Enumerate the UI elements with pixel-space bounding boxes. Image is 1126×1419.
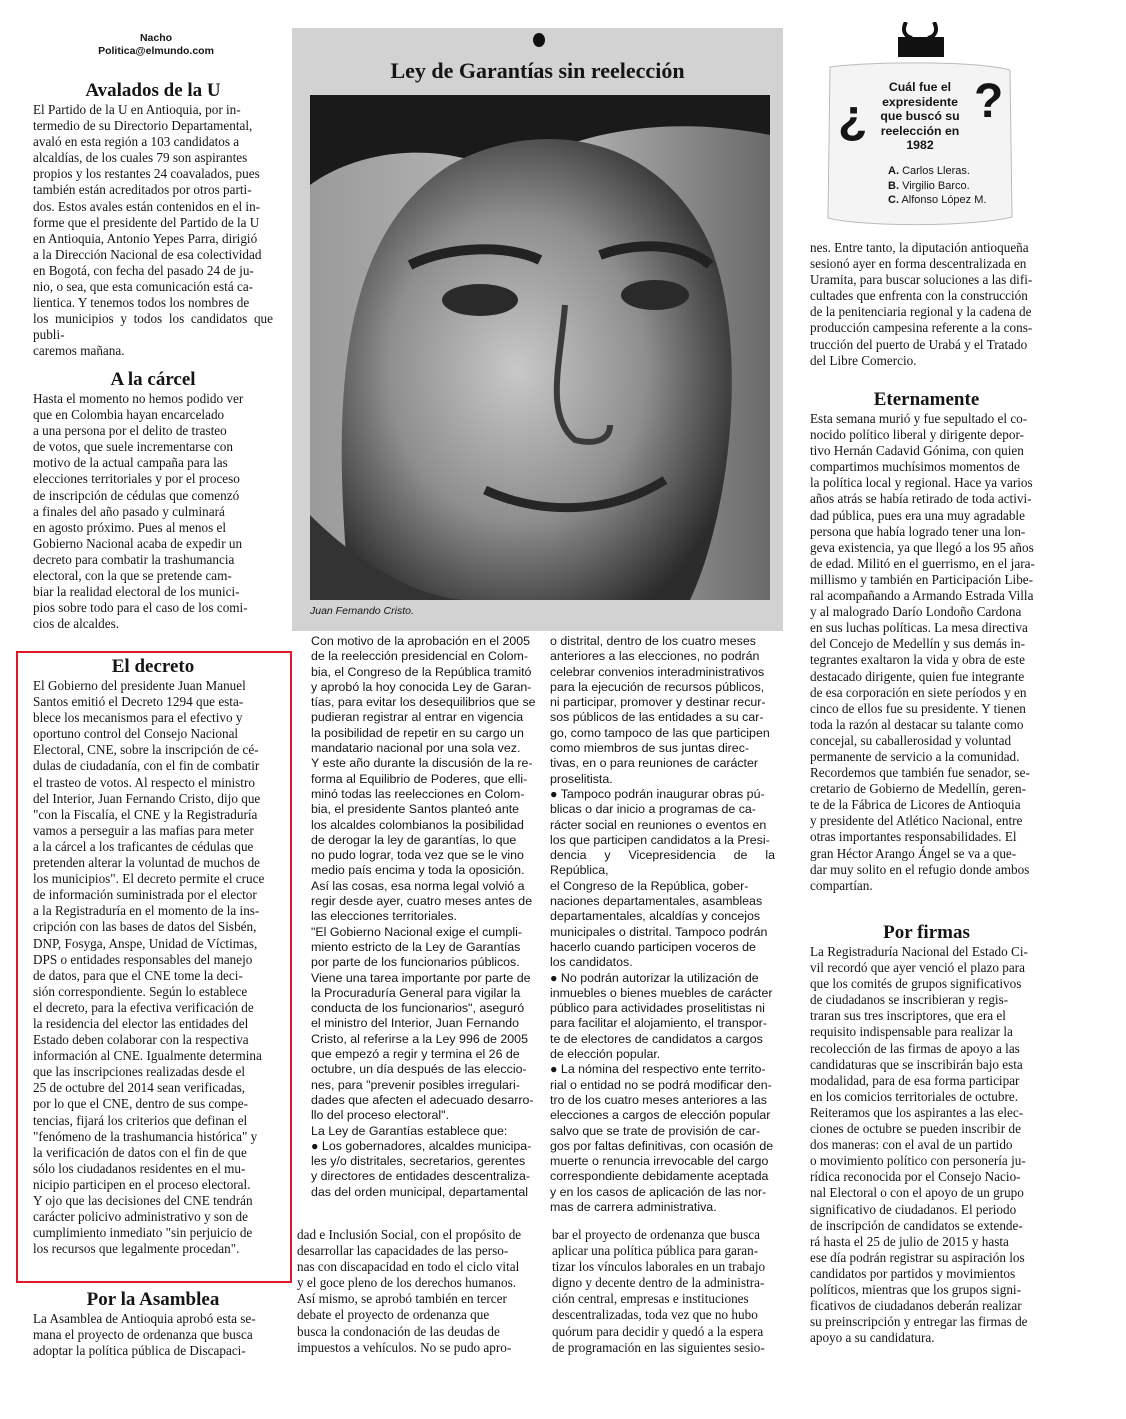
heading-decreto: El decreto <box>111 656 195 677</box>
bottom-column-1 <box>297 1227 537 1356</box>
article-firmas: La Registraduría Nacional del Estado Ci- vil recordó que ayer venció el plazo para que los comités de grupos significativos de ciudadanos se inscribieran y regis- traran sus tres inscriptores, que era el requisito indispensable para realizar la recolección de las firmas de apoyo a las candidaturas que se inscribirán bajo esta modalidad, para de esa forma participar en los comicios territoriales de octubre. Reiteramos que los aspirantes a las elec- ciones de octubre se pueden inscribir de dos maneras: con el aval de un partido o movimiento político con personería ju- rídica reconocida por el Consejo Nacio- nal Electoral o con el apoyo de un grupo significativo de ciudadanos. El periodo de inscripción de candidatos se extende- rá hasta el 25 de julio de 2015 y hasta ese día podrán registrar su aspiración los candidatos por partidos y movimientos políticos, mientras que los grupos signi- ficativos de ciudadanos deberán realizar su preinscripción y entregar las firmas de apoyo a su candidatura. <box>810 944 1028 1346</box>
question-mark-right-icon: ? <box>974 75 1004 128</box>
byline-name: Nacho <box>139 32 173 44</box>
heading-avalados: Avalados de la U <box>85 80 221 101</box>
article-avalados: El Partido de la U en Antioquia, por in- termedio de su Directorio Departamental, avaló en esta región a 103 candidatos a alcaldías, de los cuales 79 son aspirantes propios y los restantes 24 coavalados, pues también están acreditados por otros parti- dos. Estos avales están contenidos en el in- forme que el presidente del Partido de la U en Antioquia, Antonio Yepes Parra, dirigió a la Dirección Nacional de esa colectividad en Bogotá, con fecha del pasado 24 de ju- nio, o sea, que esta comunicación está ca- lientica. Y tenemos todos los nombres de los municipios y todos los candidatos que publi- caremos mañana. <box>33 102 273 359</box>
bottom-text-1: dad e Inclusión Social, con el propósito de desarrollar las capacidades de las perso- nas con discapacidad en todo el ciclo vital y el goce pleno de los derechos humanos. Así mismo, se aprobó también en tercer debate el proyecto de ordenanza que busca la condonación de las deudas de impuestos a vehículos. No se pudo apro- <box>297 1227 522 1355</box>
portrait-photo <box>310 95 770 600</box>
quiz-options <box>888 164 986 208</box>
right-column-eternamente <box>810 389 1043 894</box>
quiz-option: C. Alfonso López M. <box>888 194 987 206</box>
bottom-text-2: bar el proyecto de ordenanza que busca aplicar una política pública para garan- tizar los vínculos laborales en un trabajo digno y decente dentro de la administra- ción central, empresas e instituciones descentralizadas, toda vez que no hubo quórum para decidir y quedó a la espera de programación en las siguientes sesio- <box>552 1227 766 1355</box>
left-column-asamblea <box>33 1289 273 1359</box>
article-eternamente: Esta semana murió y fue sepultado el co- nocido político liberal y dirigente depor- tivo Hernán Cadavid Gónima, con quien compartimos muchísimos momentos de la política local y regional. Hace ya varios años atrás se había retirado de toda activi- dad pública, pues era una muy agradable persona que había logrado tener una lon- geva existencia, ya que llegó a los 95 años de edad. Militó en el guerrismo, en el jara- millismo y también en Participación Libe- ral acompañando a Armando Estrada Villa y al malogrado Darío Londoño Cardona en sus luchas políticas. La mesa directiva del Concejo de Medellín y sus demás in- tegrantes exaltaron la vida y obra de este destacado dirigente, quien fue integrante de esa corporación en siete períodos y en cinco de ellos fue su presidente. Y tienen toda la razón al destacar su talante como concejal, su caballerosidad y voluntad permanente de servicio a la comunidad. Recordemos que también fue senador, se- cretario de Gobierno de Medellín, geren- te de la Fábrica de Licores de Antioquia y presidente del Atlético Nacional, entre otras importantes responsabilidades. El gran Héctor Arango Ángel se va a que- dar muy solito en el refugio donde ambos compartían. <box>810 411 1035 893</box>
right-column-firmas <box>810 922 1043 1346</box>
left-column <box>33 80 273 360</box>
heading-eternamente: Eternamente <box>873 389 980 410</box>
quiz-box <box>822 22 1018 227</box>
quiz-option: A. Carlos Lleras. <box>888 165 970 177</box>
feature-column-2 <box>550 634 775 1215</box>
byline-email: Politica@elmundo.com <box>98 45 214 57</box>
quiz-option: B. Virgilio Barco. <box>888 179 970 192</box>
bottom-column-2 <box>552 1227 788 1356</box>
article-carcel: Hasta el momento no hemos podido ver que en Colombia hayan encarcelado a una persona por el delito de trasteo de votos, que suele incrementarse con motivo de la actual campaña para las elecciones territoriales y por el proceso de inscripción de cédulas que comenzó a finales del año pasado y culminará en agosto próximo. Pues al menos el Gobierno Nacional acaba de expedir un decreto para combatir la trashumancia electoral, con la que se pretende cam- biar la realidad electoral de los munici- pios sobre todo para el caso de los comi- cios de alcaldes. <box>33 391 248 632</box>
feature-text-2: o distrital, dentro de los cuatro meses anteriores a las elecciones, no podrán celebrar convenios interadministrativos para la ejecución de recursos públicos, ni participar, promover y destinar recur- sos públicos de las entidades a su car- go, como tampoco de las que participen como miembros de sus juntas direc- tivas, en o para reuniones de carácter proselitista. ● Tampoco podrán inaugurar obras pú- blicas o dar inicio a programas de ca- rácter social en reuniones o eventos en los que participen candidatos a la Presi- dencia y Vicepresidencia de la República, el Congreso de la República, gober- naciones departamentales, asambleas departamentales, alcaldías y concejos municipales o distrital. Tampoco podrán hacerlo cuando participen voceros de los candidatos. ● No podrán autorizar la utilización de inmuebles o bienes muebles de carácter público para actividades proselitistas ni para facilitar el alojamiento, el transpor- te de electores de candidatos a cargos de elección popular. ● La nómina del respectivo ente territo- rial o entidad no se podrá modificar den- tro de los cuatro meses anteriores a las elecciones a cargos de elección popular salvo que se trate de provisión de car- gos por faltas definitivas, con ocasión de muerte o renuncia irrevocable del cargo correspondiente debidamente aceptada y en los casos de aplicación de las nor- mas de carrera administrativa. <box>550 634 775 1214</box>
quiz-question: Cuál fue el expresidente que buscó su reelección en 1982 <box>880 80 960 153</box>
hole-mark <box>533 33 545 47</box>
article-decreto: El Gobierno del presidente Juan Manuel Santos emitió el Decreto 1294 que esta- blece los mecanismos para el efectivo y oportuno control del Consejo Nacional Electoral, CNE, sobre la inscripción de cé- dulas de ciudadanía, con el fin de combatir el trasteo de votos. Al respecto el ministro del Interior, Juan Fernando Cristo, dijo que "con la Fiscalía, el CNE y la Registraduría vamos a perseguir a las mafias para meter a la cárcel a los traficantes de cédulas que pretenden alterar la voluntad de muchos de los municipios". El decreto permite el cruce de información suministrada por el elector a la Registraduría en el momento de la ins- cripción con las bases de datos del Sisbén, DNP, Fosyga, Anspe, Unidad de Víctimas, DPS o entidades responsables del manejo de datos, para que el CNE tome la deci- sión correspondiente. Según lo establece el decreto, para la efectiva verificación de la residencia del elector las entidades del Estado deben colaborar con la respectiva información al CNE. Igualmente determina que las inscripciones realizadas desde el 25 de octubre del 2014 sean verificadas, por lo que el CNE, dentro de sus compe- tencias, fijará los criterios que definan el "fenómeno de la trashumancia histórica" y la verificación de datos con el fin de que sólo los ciudadanos residentes en el mu- nicipio participen en el proceso electoral. Y ojo que las decisiones del CNE tendrán carácter policivo administrativo y son de cumplimiento inmediato "sin perjuicio de los recursos que legalmente procedan". <box>33 678 265 1257</box>
heading-asamblea: Por la Asamblea <box>86 1289 220 1310</box>
right-column <box>810 240 1043 369</box>
question-mark-left-icon: ¿ <box>838 91 868 144</box>
heading-carcel: A la cárcel <box>110 369 196 390</box>
feature-text-1: Con motivo de la aprobación en el 2005 de la reelección presidencial en Colom- bia, el Congreso de la República tramitó y aprobó la hoy conocida Ley de Garan- tías, para evitar los desequilibrios que se pudieran registrar al entrar en vigencia la posibilidad de repetir en su cargo un mandatario nacional por una sola vez. Y este año durante la discusión de la re- forma al Equilibrio de Poderes, que elli- minó todas las reelecciones en Colom- bia, el presidente Santos planteó ante los alcaldes colombianos la posibilidad de derogar la ley de garantías, lo que no pudo lograr, toda vez que se le vino medio país encima y toda la oposición. Así las cosas, esa norma legal volvió a regir desde ayer, cuatro meses antes de las elecciones territoriales. "El Gobierno Nacional exige el cumpli- miento estricto de la Ley de Garantías por parte de los funcionarios públicos. Viene una tarea importante por parte de la Procuraduría General para vigilar la conducta de los funcionarios", aseguró el ministro del Interior, Juan Fernando Cristo, al referirse a la Ley 996 de 2005 que empezó a regir y termina el 26 de octubre, un día después de las eleccio- nes, para "prevenir posibles irregulari- dades que afecten el adecuado desarro- llo del proceso electoral". La Ley de Garantías establece que: ● Los gobernadores, alcaldes municipa- les y/o distritales, secretarios, gerentes y directores de entidades descentraliza- das del orden municipal, departamental <box>311 634 536 1199</box>
byline <box>96 32 216 58</box>
article-asamblea: La Asamblea de Antioquia aprobó esta se- mana el proyecto de ordenanza que busca adoptar la política pública de Discapaci- <box>33 1311 256 1359</box>
heading-firmas: Por firmas <box>883 922 970 943</box>
left-column-decreto <box>33 656 273 1257</box>
feature-title: Ley de Garantías sin reelección <box>390 58 685 83</box>
feature-column-1 <box>311 634 546 1200</box>
left-column-carcel <box>33 369 273 632</box>
photo-caption: Juan Fernando Cristo. <box>310 605 414 617</box>
article-continuation: nes. Entre tanto, la diputación antioqueña sesionó ayer en forma descentralizada en Uramita, para buscar soluciones a las difi- cultades que enfrenta con la construcción de la penitenciaria regional y la cadena de producción campesina referente a la cons- trucción del puerto de Urabá y el Tratado del Libre Comercio. <box>810 240 1033 368</box>
